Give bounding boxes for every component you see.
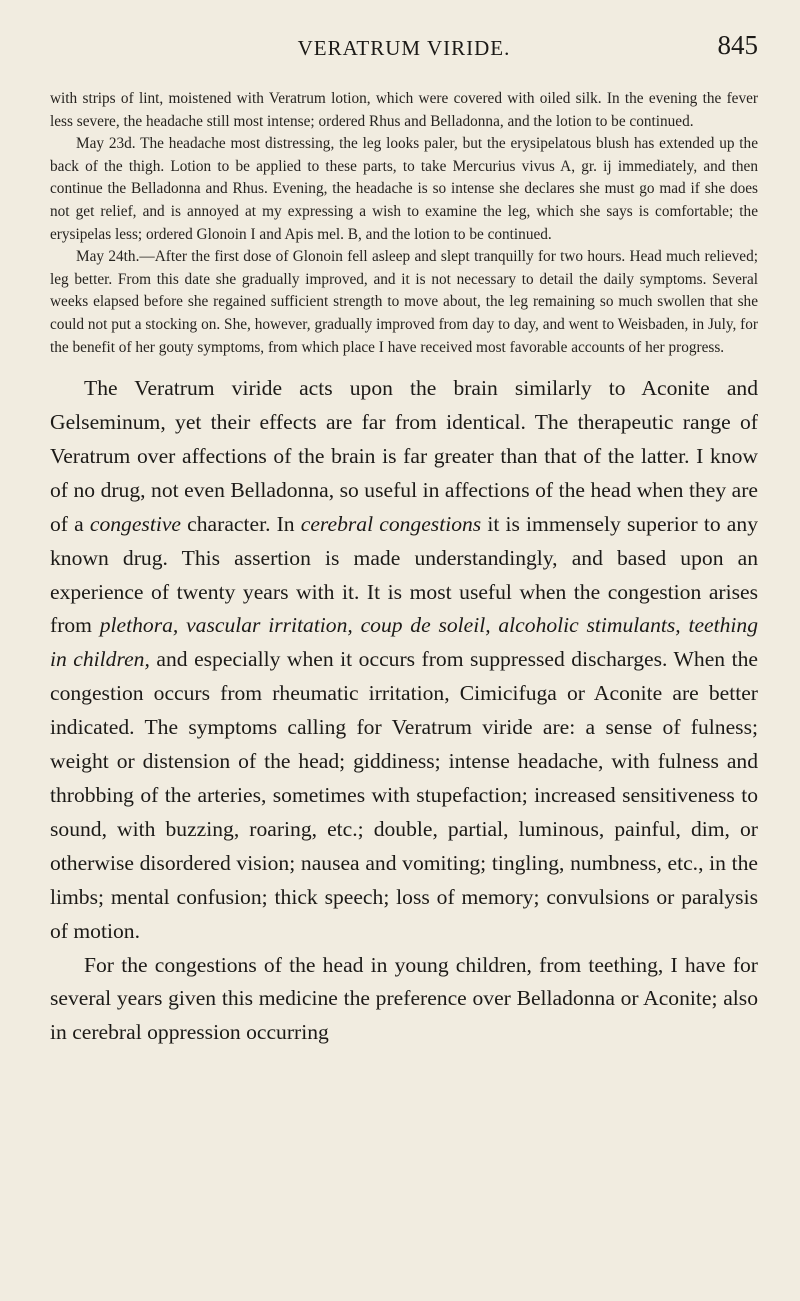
- case-paragraph: with strips of lint, moistened with Veratrum lotion, which were covered with oiled silk. In the evening the fever less severe, the headache still most intense; ordered Rhus and Belladonna, and the lotion to be continued.: [50, 90, 758, 130]
- text-run: character. In: [181, 511, 301, 536]
- text-run: and especially when it occurs from suppressed discharges. When the congestion occurs from rheumatic irritation, Cimicifuga or Aconite are better indicated. The symptoms calling for Veratrum viride are: a sense of fulness; weight or distension of the head; giddiness; intense headache, with fulness and throbbing of the arteries, sometimes with stupefaction; increased sensitiveness to sound, with buzzing, roaring, etc.; double, partial, luminous, painful, dim, or otherwise disordered vision; nausea and vomiting; tingling, numbness, etc., in the limbs; mental confusion; thick speech; loss of memory; convulsions or paralysis of motion.: [50, 647, 758, 943]
- text-run: The Veratrum viride acts upon the brain similarly to Aconite and Gelseminum, yet their effects are far from identical. The therapeutic range of Veratrum over affections of the brain is far greater than that of the latter. I know of no drug, not even Belladonna, so useful in affections of the head when they are of a: [50, 376, 758, 536]
- italic-run: congestive: [89, 511, 182, 536]
- case-notes: [50, 88, 758, 359]
- main-text: [50, 372, 758, 1050]
- running-title: VERATRUM VIRIDE.: [297, 36, 511, 60]
- italic-run: cerebral congestions: [300, 511, 482, 536]
- body-paragraph: [50, 372, 758, 948]
- page-header: [50, 0, 758, 70]
- italic-run: plethora, vascular irritation, coup de soleil, alcoholic stimulants, teething in children,: [50, 613, 759, 672]
- body-paragraph: For the congestions of the head in young children, from teething, I have for several years given this medicine the preference over Belladonna or Aconite; also in cerebral oppression occurring: [50, 952, 758, 1045]
- case-paragraph: May 23d. The headache most distressing, the leg looks paler, but the erysipelatous blush has extended up the back of the thigh. Lotion to be applied to these parts, to take Mercurius vivus A, gr. ij immediately, and then continue the Belladonna and Rhus. Evening, the headache is so intense she declares she must go mad if she does not get relief, and is annoyed at my expressing a wish to examine the leg, which she says is comfortable; the erysipelas less; ordered Glonoin I and Apis mel. B, and the lotion to be continued.: [50, 135, 758, 243]
- text-run: it is immensely superior to any known drug. This assertion is made understandingly, and based upon an experience of twenty years with it. It is most useful when the congestion arises from: [50, 511, 758, 638]
- page-number: 845: [717, 30, 758, 60]
- case-paragraph: May 24th.—After the first dose of Glonoin fell asleep and slept tranquilly for two hours. Head much relieved; leg better. From this date she gradually improved, and it is not necessary to detail the daily symptoms. Several weeks elapsed before she regained sufficient strength to move about, the leg remaining so much swollen that she could not put a stocking on. She, however, gradually improved from day to day, and went to Weisbaden, in July, for the benefit of her gouty symptoms, from which place I have received most favorable accounts of her progress.: [50, 248, 758, 356]
